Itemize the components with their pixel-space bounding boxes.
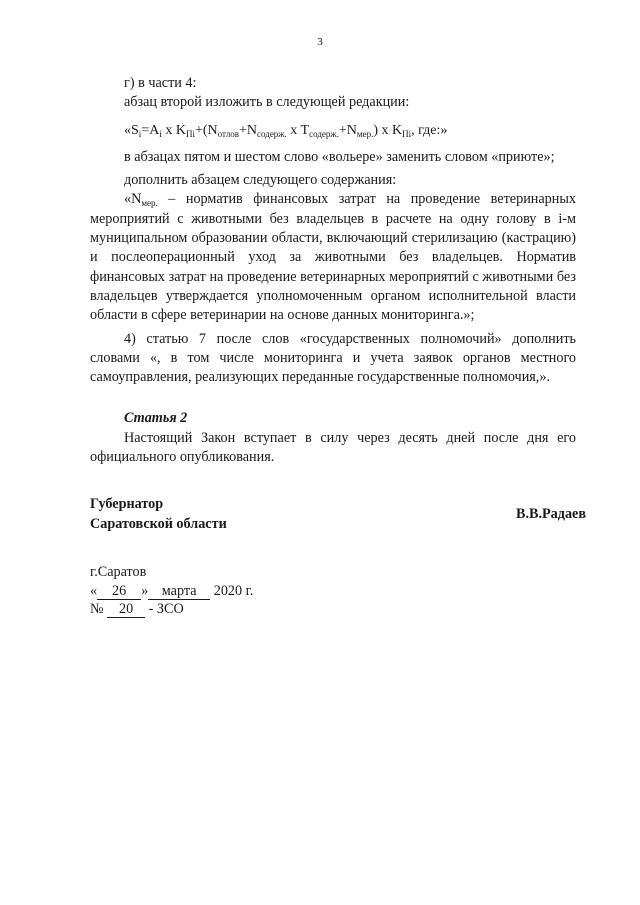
date-day: 26: [97, 584, 141, 600]
article7-amendment-paragraph: 4) статью 7 после слов «государственных полномочий» дополнить словами «, в том числе мониторинга и учета заявок органов местного самоуправления, реализующих переданные государственные полномочия,».: [90, 330, 576, 386]
formula-sub: i: [138, 128, 142, 139]
norm-symbol-sub: мер.: [141, 198, 158, 209]
norm-symbol: «N: [124, 191, 142, 208]
page-number: 3: [317, 36, 323, 48]
registration-number: 20: [107, 602, 145, 618]
number-sign: №: [90, 601, 104, 617]
article2-text: Настоящий Закон вступает в силу через десять дней после дня его официального опубликования.: [90, 429, 576, 466]
date-close-quote: »: [141, 582, 149, 599]
article2-title: Статья 2: [124, 410, 188, 427]
formula-sub: i: [159, 128, 162, 139]
item-g-heading: г) в части 4:: [124, 75, 197, 91]
formula-part: «S: [124, 122, 139, 138]
registration-number-line: [90, 600, 253, 619]
norm-definition-text: – норматив финансовых затрат на проведение ветеринарных мероприятий с животными без владельцев в расчете на одну голову в i-м муниципальном образовании области, включающий стерилизацию (кастрацию) и послеоперационный уход за животными без владельцев. Норматив финансовых затрат на проведение ветеринарных мероприятий с животными без владельцев утверждается уполномоченным органом исполнительной власти области в сфере ветеринарии на основе данных мониторинга.»;: [90, 191, 576, 324]
formula-sub: содерж.: [257, 128, 287, 139]
date-year: 2020 г.: [213, 582, 254, 599]
formula-part: +(N: [194, 122, 218, 138]
formula-part: =A: [141, 122, 160, 138]
formula-part: , где:»: [411, 122, 448, 138]
city: г.Саратов: [90, 564, 147, 580]
formula-sub: Пi: [185, 128, 195, 139]
item-g-instruction: абзац второй изложить в следующей редакции:: [124, 94, 410, 111]
formula-part: x K: [161, 122, 186, 138]
supplement-paragraph: дополнить абзацем следующего содержания:: [124, 172, 397, 189]
signatory-title-line2: Саратовской области: [90, 516, 227, 532]
formula-sub: Пi: [402, 128, 412, 139]
formula: [90, 121, 576, 140]
formula-part: ) x K: [373, 122, 403, 138]
document-footer: [90, 563, 253, 619]
signatory-name: В.В.Радаев: [515, 506, 586, 522]
date-open-quote: «: [90, 582, 98, 599]
signatory-title: [90, 494, 227, 534]
aviary-replacement-paragraph: в абзацах пятом и шестом слово «вольере» заменить словом «приюте»;: [124, 148, 555, 165]
norm-definition-paragraph: [90, 190, 576, 325]
date-month: марта: [148, 584, 210, 600]
signature-block: [90, 494, 586, 534]
formula-sub: содерж.: [309, 128, 339, 139]
registration-suffix: - ЗСО: [148, 601, 184, 617]
formula-part: x T: [286, 122, 310, 138]
formula-sub: отлов: [217, 128, 239, 139]
formula-part: +N: [238, 122, 257, 138]
formula-part: +N: [338, 122, 357, 138]
formula-sub: мер.: [356, 128, 374, 139]
signatory-title-line1: Губернатор: [90, 496, 164, 512]
date-line: [90, 582, 253, 601]
document-body: [90, 74, 576, 467]
